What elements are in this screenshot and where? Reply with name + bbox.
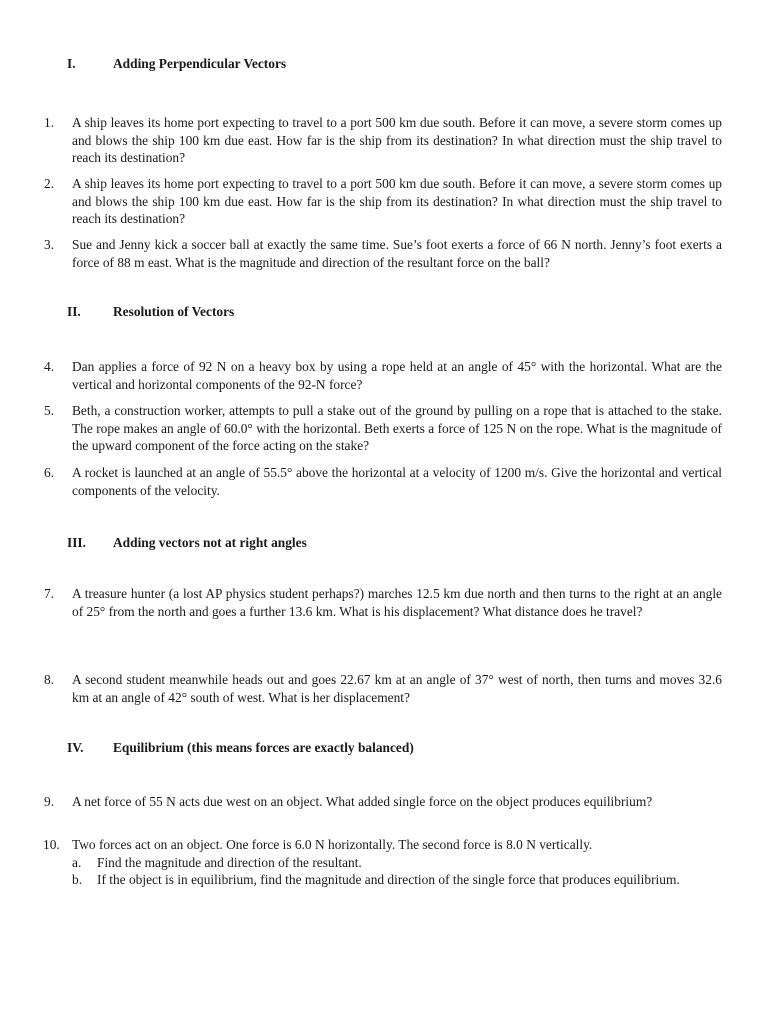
problem-item [44, 464, 722, 499]
problem-item [44, 671, 722, 706]
problem-text: A ship leaves its home port expecting to travel to a port 500 km due south. Before it can move, a severe storm comes up and blows the ship 100 km due east. How far is the ship from its destination? In what direction must the ship travel to reach its destination? [72, 176, 722, 227]
problem-item [44, 236, 722, 271]
problem-item [44, 585, 722, 620]
problem-text: Sue and Jenny kick a soccer ball at exactly the same time. Sue’s foot exerts a force of 66 N north. Jenny’s foot exerts a force of 88 m east. What is the magnitude and direction of the resultant force on the ball? [72, 237, 722, 270]
section-heading-2 [67, 303, 234, 321]
problem-text: A second student meanwhile heads out and goes 22.67 km at an angle of 37° west of north, then turns and moves 32.6 km at an angle of 42° south of west. What is her displacement? [72, 672, 722, 705]
section-title: Adding Perpendicular Vectors [113, 56, 287, 71]
section-numeral: III. [67, 535, 86, 550]
problem-number: 10. [43, 837, 60, 852]
subpart-letter: a. [72, 854, 82, 870]
problem-number: 2. [44, 176, 55, 191]
problem-text: Two forces act on an object. One force is 6.0 N horizontally. The second force is 8.0 N vertically. [72, 837, 593, 852]
section-numeral: II. [67, 304, 81, 319]
problem-number: 7. [44, 586, 55, 601]
problem-item [44, 836, 722, 889]
problem-text: Beth, a construction worker, attempts to pull a stake out of the ground by pulling on a rope that is attached to the stake. The rope makes an angle of 60.0° with the horizontal. Beth exerts a force of 125 N on the rope. What is the magnitude of the upward component of the force acting on the stake? [72, 403, 722, 454]
problem-number: 6. [44, 465, 55, 480]
section-heading-1 [67, 55, 286, 73]
subpart-item [72, 854, 722, 872]
problem-number: 4. [44, 359, 55, 374]
section-title: Adding vectors not at right angles [113, 535, 307, 550]
problem-number: 8. [44, 672, 55, 687]
subpart-text: Find the magnitude and direction of the resultant. [97, 854, 362, 870]
problem-item [44, 114, 722, 167]
problem-item [44, 358, 722, 393]
problem-text: A ship leaves its home port expecting to travel to a port 500 km due south. Before it can move, a severe storm comes up and blows the ship 100 km due east. How far is the ship from its destination? In what direction must the ship travel to reach its destination? [72, 115, 722, 166]
problem-text: A net force of 55 N acts due west on an object. What added single force on the object produces equilibrium? [72, 794, 653, 809]
problem-text: A treasure hunter (a lost AP physics student perhaps?) marches 12.5 km due north and then turns to the right at an angle of 25° from the north and goes a further 13.6 km. What is his displacement? What distance does he travel? [72, 586, 722, 619]
problem-item [44, 793, 722, 811]
subpart-item [72, 871, 722, 889]
section-numeral: I. [67, 56, 76, 71]
subpart-letter: b. [72, 872, 83, 888]
problem-number: 9. [44, 794, 55, 809]
section-title: Resolution of Vectors [113, 304, 235, 319]
problem-number: 3. [44, 237, 55, 252]
section-numeral: IV. [67, 740, 84, 755]
section-heading-3 [67, 534, 307, 552]
subpart-text: If the object is in equilibrium, find the magnitude and direction of the single force that produces equilibrium. [97, 872, 680, 888]
problem-number: 5. [44, 403, 55, 418]
section-heading-4 [67, 739, 414, 757]
problem-text: Dan applies a force of 92 N on a heavy box by using a rope held at an angle of 45° with the horizontal. What are the vertical and horizontal components of the 92-N force? [72, 359, 722, 392]
problem-item [44, 175, 722, 228]
problem-number: 1. [44, 115, 55, 130]
problem-text: A rocket is launched at an angle of 55.5° above the horizontal at a velocity of 1200 m/s. Give the horizontal and vertical components of the velocity. [72, 465, 722, 498]
section-title: Equilibrium (this means forces are exactly balanced) [113, 740, 414, 755]
problem-item [44, 402, 722, 455]
